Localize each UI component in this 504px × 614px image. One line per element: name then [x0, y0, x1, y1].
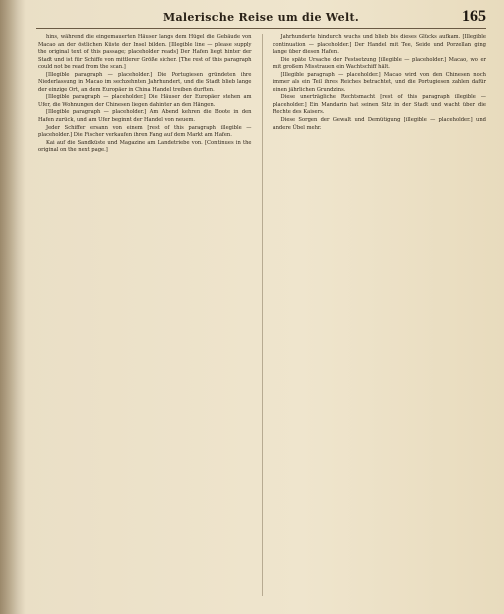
page-body: [38, 34, 486, 596]
paragraph: Jahrhunderte hindurch wuchs und blieb bis dieses Glücks aufkam. [Illegible continuation — placeholder.] Der Handel mit Tee, Seide und Porzellan ging lange über diesen Hafen.: [272, 34, 486, 56]
column-divider: [262, 34, 263, 596]
page-number: 165: [462, 8, 486, 25]
text-column-right: [273, 34, 487, 596]
text-column-left: [38, 34, 252, 596]
paragraph: Die späte Ursache der Festsetzung [illegible — placeholder.] Macao, wo er mit großem Misstrauen ein Wachtschiff hält.: [272, 56, 486, 71]
page-header: [36, 6, 486, 29]
paragraph: [Illegible paragraph — placeholder.] Die Häuser der Europäer stehen am Ufer, die Wohnungen der Chinesen liegen dahinter an den Hängen.: [38, 94, 252, 108]
running-head: Malerische Reise um die Welt.: [163, 10, 359, 24]
paragraph: Diese unerträgliche Rechtsmacht [rest of this paragraph illegible — placeholder.] Ein Mandarin hat seinen Sitz in der Stadt und wacht über die Rechte des Kaisers.: [272, 94, 486, 116]
paragraph: Kai auf die Sandküste und Magazine am Landetriebe von. [Continues in the original on the next page.]: [38, 139, 252, 154]
paragraph: Diese Sorgen der Gewalt und Demütigung [illegible — placeholder.] und andere Übel mehr.: [272, 117, 486, 131]
binding-gutter-shadow: [0, 0, 26, 614]
paragraph: hins, während die eingemauerten Häuser langs dem Hügel die Gebäude von Macao an der östlichen Küste der Insel bilden. [Illegible line — please supply the original text of this passage; placeholder reads] Der Hafen liegt hinter der Stadt und ist für Schiffe von mittlerer Größe sicher. [The rest of this paragraph could not be read from the scan.]: [38, 34, 252, 71]
paragraph: [Illegible paragraph — placeholder.] Macao wird von den Chinesen noch immer als ein Teil ihres Reiches betrachtet, und die Portugiesen zahlen dafür einen jährlichen Grundzins.: [272, 71, 486, 93]
paragraph: Jeder Schiffer ersann von einem [rest of this paragraph illegible — placeholder.] Die Fischer verkaufen ihren Fang auf dem Markt am Hafen.: [38, 124, 252, 139]
paragraph: [Illegible paragraph — placeholder.] Am Abend kehren die Boote in den Hafen zurück, und am Ufer beginnt der Handel von neuem.: [38, 109, 252, 124]
paragraph: [Illegible paragraph — placeholder.] Die Portugiesen gründeten ihre Niederlassung in Macao im sechzehnten Jahrhundert, und die Stadt blieb lange der einzige Ort, an dem Europäer in China Handel treiben durften.: [38, 71, 252, 93]
